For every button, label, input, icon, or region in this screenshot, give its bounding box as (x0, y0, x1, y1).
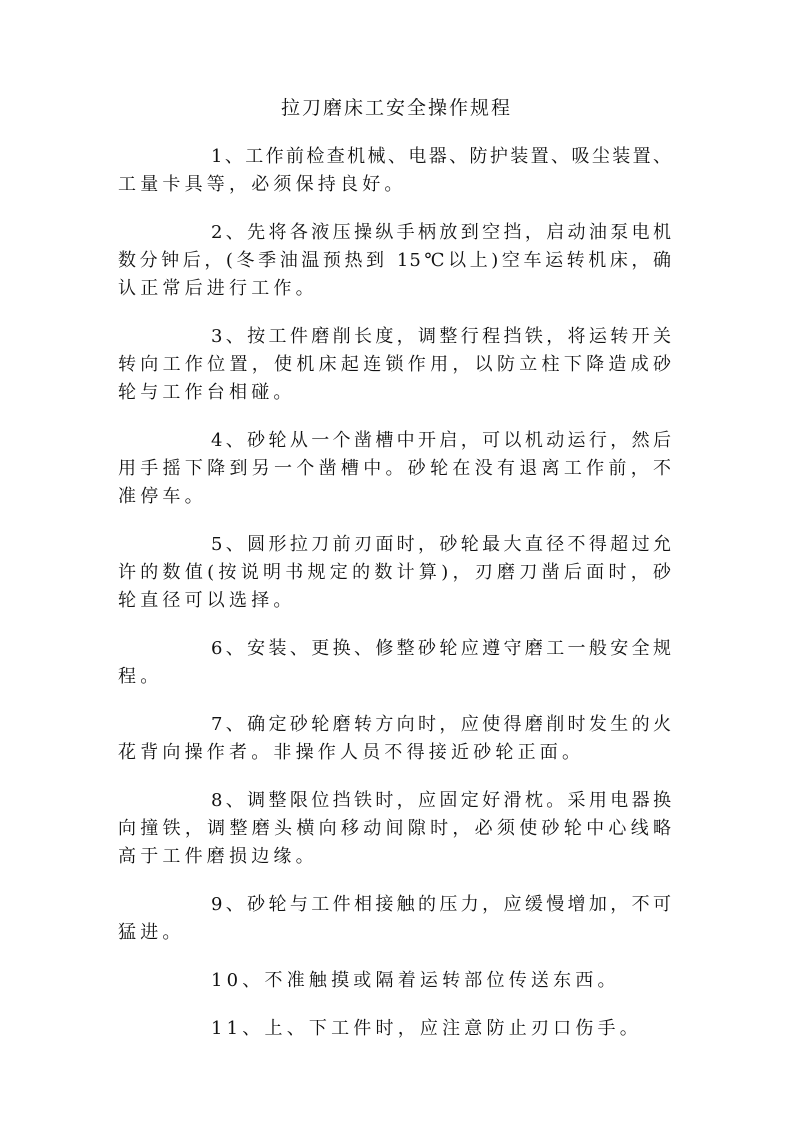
paragraph-line: 5、圆形拉刀前刃面时，砂轮最大直径不得超过允 (211, 534, 672, 555)
paragraph-line: 8、调整限位挡铁时，应固定好滑枕。采用电器换 (211, 790, 672, 811)
paragraph-line: 数分钟后，(冬季油温预热到 15℃以上)空车运转机床，确 (118, 250, 672, 271)
rule-paragraph (118, 219, 672, 303)
paragraph-line: 轮与工作台相碰。 (118, 382, 296, 403)
rule-paragraph (118, 1015, 672, 1043)
paragraph-line: 1、工作前检查机械、电器、防护装置、吸尘装置、 (211, 146, 672, 167)
paragraph-line: 用手摇下降到另一个凿槽中。砂轮在没有退离工作前，不 (118, 458, 672, 479)
paragraph-line: 花背向操作者。非操作人员不得接近砂轮正面。 (118, 742, 585, 763)
paragraph-line: 许的数值(按说明书规定的数计算)，刃磨刀凿后面时，砂 (118, 562, 672, 583)
paragraph-line: 猛进。 (118, 922, 185, 943)
paragraph-line: 6、安装、更换、修整砂轮应遵守磨工一般安全规 (211, 638, 672, 659)
paragraph-line: 工量卡具等，必须保持良好。 (118, 174, 407, 195)
paragraph-line: 程。 (118, 666, 163, 687)
paragraph-line: 9、砂轮与工件相接触的压力，应缓慢增加，不可 (211, 894, 672, 915)
paragraph-line: 高于工件磨损边缘。 (118, 846, 318, 867)
paragraph-line: 11、上、下工件时，应注意防止刃口伤手。 (211, 1018, 642, 1039)
rule-paragraph (118, 323, 672, 407)
paragraph-line: 准停车。 (118, 486, 207, 507)
rule-paragraph (118, 143, 672, 199)
rule-paragraph (118, 787, 672, 871)
document-body (118, 143, 672, 1063)
rule-paragraph (118, 891, 672, 947)
paragraph-line: 4、砂轮从一个凿槽中开启，可以机动运行，然后 (211, 430, 672, 451)
rule-paragraph (118, 427, 672, 511)
paragraph-line: 3、按工件磨削长度，调整行程挡铁，将运转开关 (211, 326, 672, 347)
paragraph-line: 轮直径可以选择。 (118, 590, 296, 611)
paragraph-line: 2、先将各液压操纵手柄放到空挡，启动油泵电机 (211, 222, 672, 243)
paragraph-line: 10、不准触摸或隔着运转部位传送东西。 (211, 970, 620, 991)
paragraph-line: 7、确定砂轮磨转方向时，应使得磨削时发生的火 (211, 714, 672, 735)
rule-paragraph (118, 531, 672, 615)
rule-paragraph (118, 967, 672, 995)
rule-paragraph (118, 635, 672, 691)
paragraph-line: 转向工作位置，使机床起连锁作用，以防立柱下降造成砂 (118, 354, 672, 375)
document-title: 拉刀磨床工安全操作规程 (280, 97, 512, 119)
rule-paragraph (118, 711, 672, 767)
paragraph-line: 向撞铁，调整磨头横向移动间隙时，必须使砂轮中心线略 (118, 818, 672, 839)
paragraph-line: 认正常后进行工作。 (118, 278, 318, 299)
